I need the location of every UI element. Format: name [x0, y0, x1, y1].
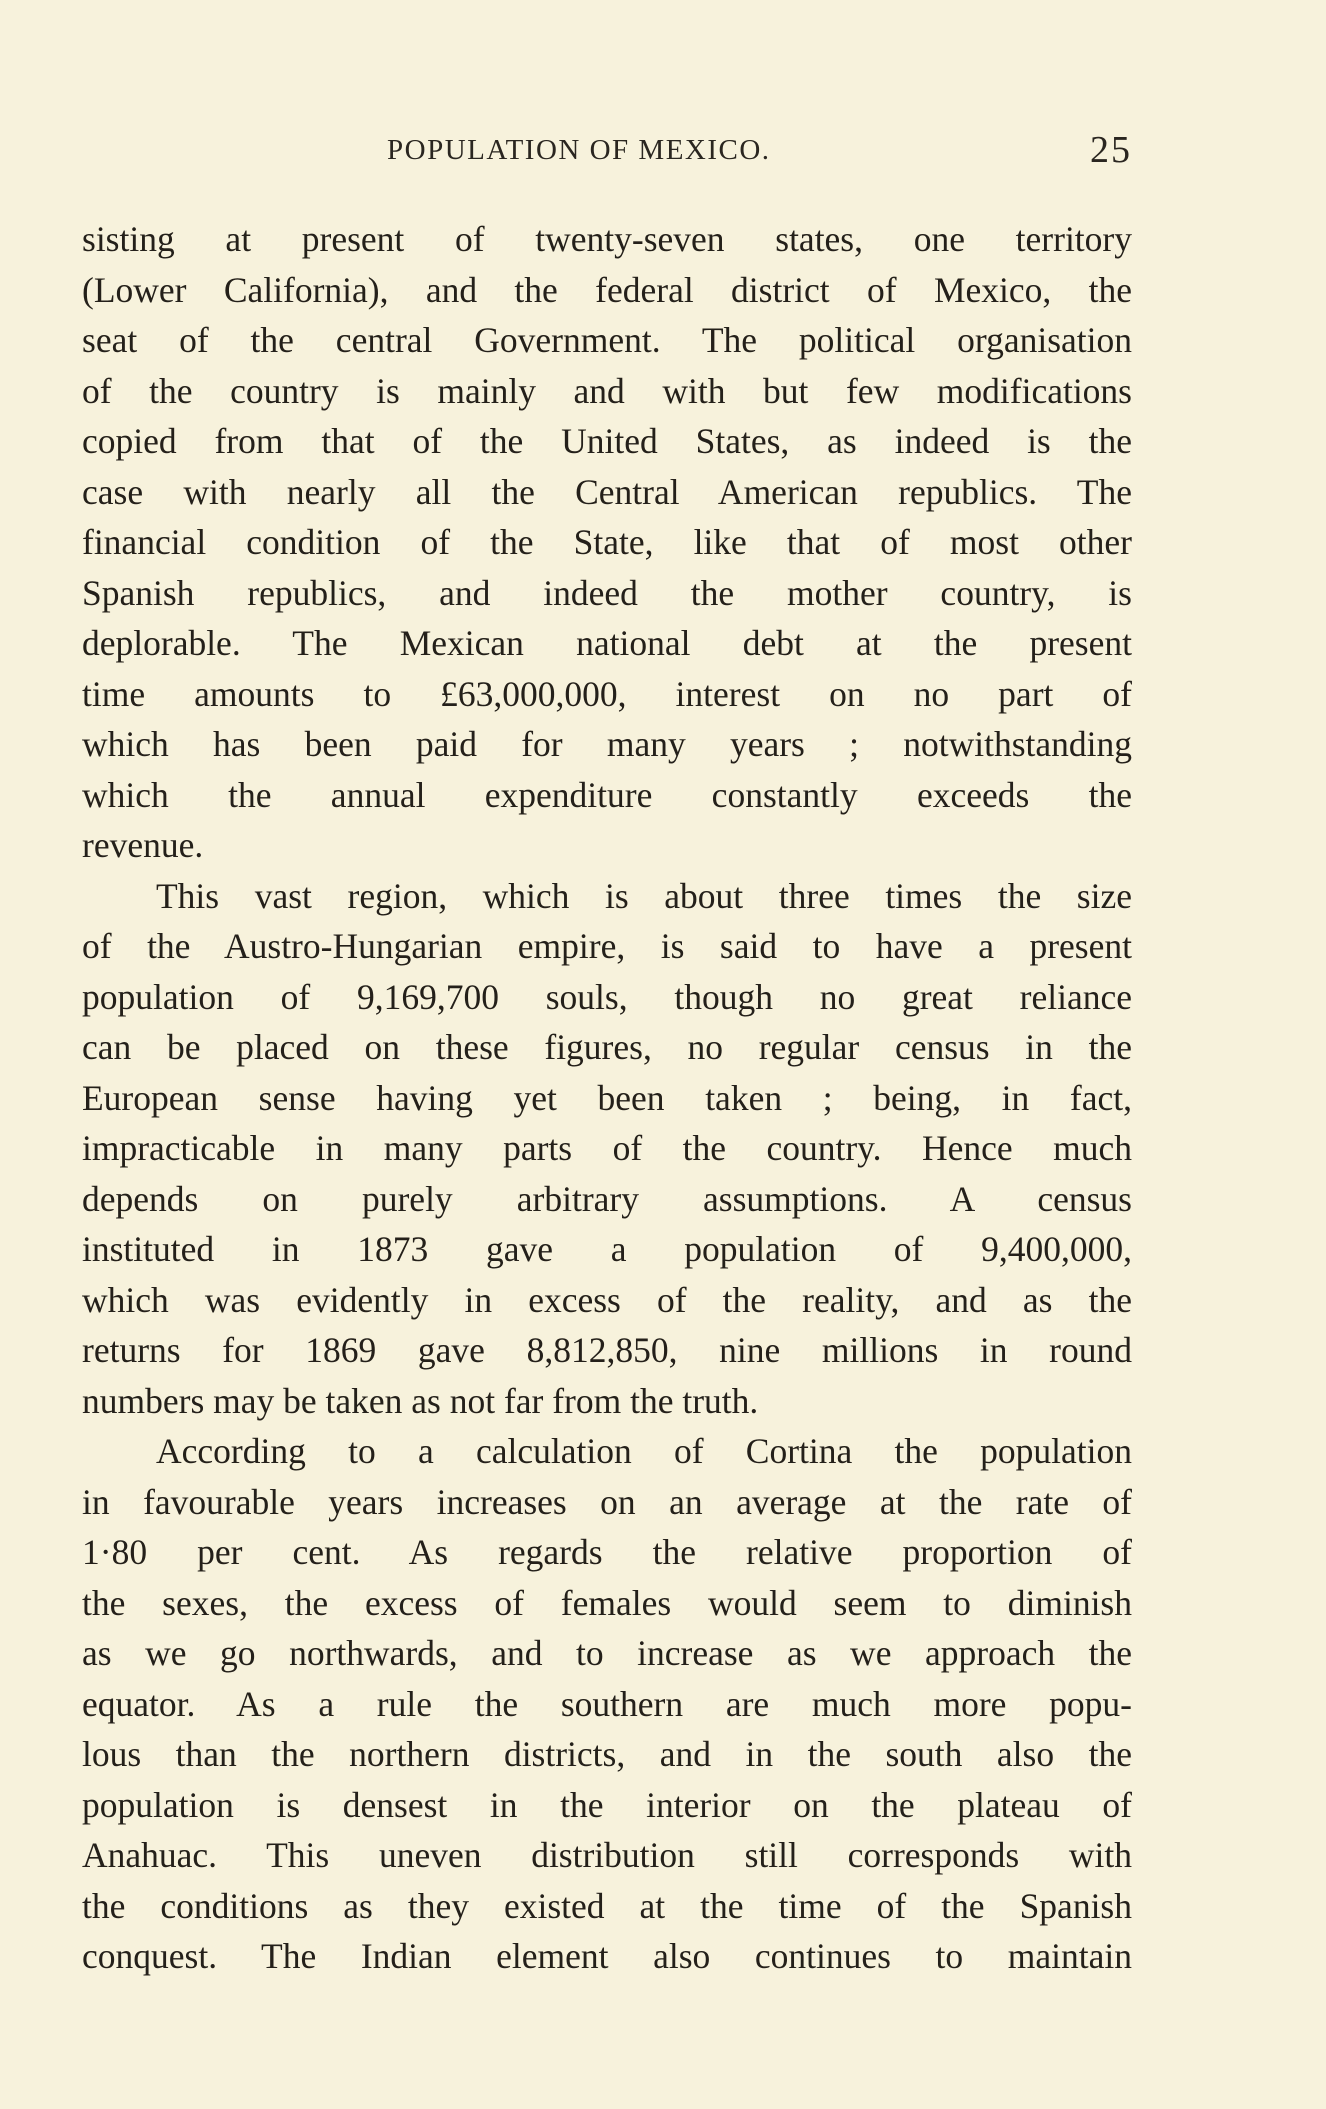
- running-title: POPULATION OF MEXICO.: [387, 134, 771, 166]
- text-line: population is densest in the interior on the plateau of: [82, 1784, 1132, 1825]
- text-line: which has been paid for many years ; notwithstanding: [82, 724, 1132, 764]
- text-line: seat of the central Government. The political organisation: [82, 320, 1132, 360]
- text-line: the conditions as they existed at the time of the Spanish: [82, 1885, 1132, 1926]
- text-line: lous than the northern districts, and in the south also the: [82, 1734, 1132, 1774]
- text-line: of the Austro-Hungarian empire, is said to have a present: [82, 926, 1132, 966]
- text-line: (Lower California), and the federal district of Mexico, the: [82, 269, 1132, 310]
- text-line: deplorable. The Mexican national debt at the present: [82, 623, 1132, 663]
- text-line: This vast region, which is about three times the size: [156, 875, 1132, 916]
- text-line: equator. As a rule the southern are much more popu-: [82, 1683, 1132, 1724]
- text-line: conquest. The Indian element also continues to maintain: [82, 1936, 1132, 1976]
- text-line: which was evidently in excess of the reality, and as the: [82, 1279, 1132, 1320]
- text-line: population of 9,169,700 souls, though no great reliance: [82, 976, 1132, 1017]
- text-line: depends on purely arbitrary assumptions. A census: [82, 1178, 1132, 1219]
- text-line: impracticable in many parts of the country. Hence much: [82, 1128, 1132, 1168]
- text-line: European sense having yet been taken ; being, in fact,: [82, 1077, 1132, 1118]
- text-line: time amounts to £63,000,000, interest on no part of: [82, 673, 1132, 714]
- text-line: case with nearly all the Central American republics. The: [82, 471, 1132, 512]
- text-line: the sexes, the excess of females would seem to diminish: [82, 1582, 1132, 1623]
- text-line: which the annual expenditure constantly exceeds the: [82, 774, 1132, 815]
- text-line: returns for 1869 gave 8,812,850, nine millions in round: [82, 1330, 1132, 1370]
- text-line: can be placed on these figures, no regular census in the: [82, 1027, 1132, 1067]
- text-line: revenue.: [82, 825, 204, 865]
- text-line: According to a calculation of Cortina the population: [156, 1431, 1132, 1471]
- text-line: financial condition of the State, like that of most other: [82, 522, 1132, 562]
- text-line: as we go northwards, and to increase as we approach the: [82, 1633, 1132, 1673]
- text-line: 1·80 per cent. As regards the relative proportion of: [82, 1532, 1132, 1572]
- text-line: sisting at present of twenty-seven states, one territory: [82, 219, 1132, 259]
- running-header: [82, 128, 1132, 176]
- text-line: Spanish republics, and indeed the mother country, is: [82, 572, 1132, 613]
- text-line: numbers may be taken as not far from the truth.: [82, 1380, 759, 1421]
- text-line: Anahuac. This uneven distribution still corresponds with: [82, 1835, 1132, 1875]
- text-line: copied from that of the United States, as indeed is the: [82, 421, 1132, 461]
- text-line: of the country is mainly and with but few modifications: [82, 370, 1132, 411]
- page-number: 25: [1090, 129, 1132, 171]
- text-line: in favourable years increases on an average at the rate of: [82, 1481, 1132, 1522]
- text-line: instituted in 1873 gave a population of 9,400,000,: [82, 1229, 1132, 1269]
- body-text: [82, 214, 1132, 1982]
